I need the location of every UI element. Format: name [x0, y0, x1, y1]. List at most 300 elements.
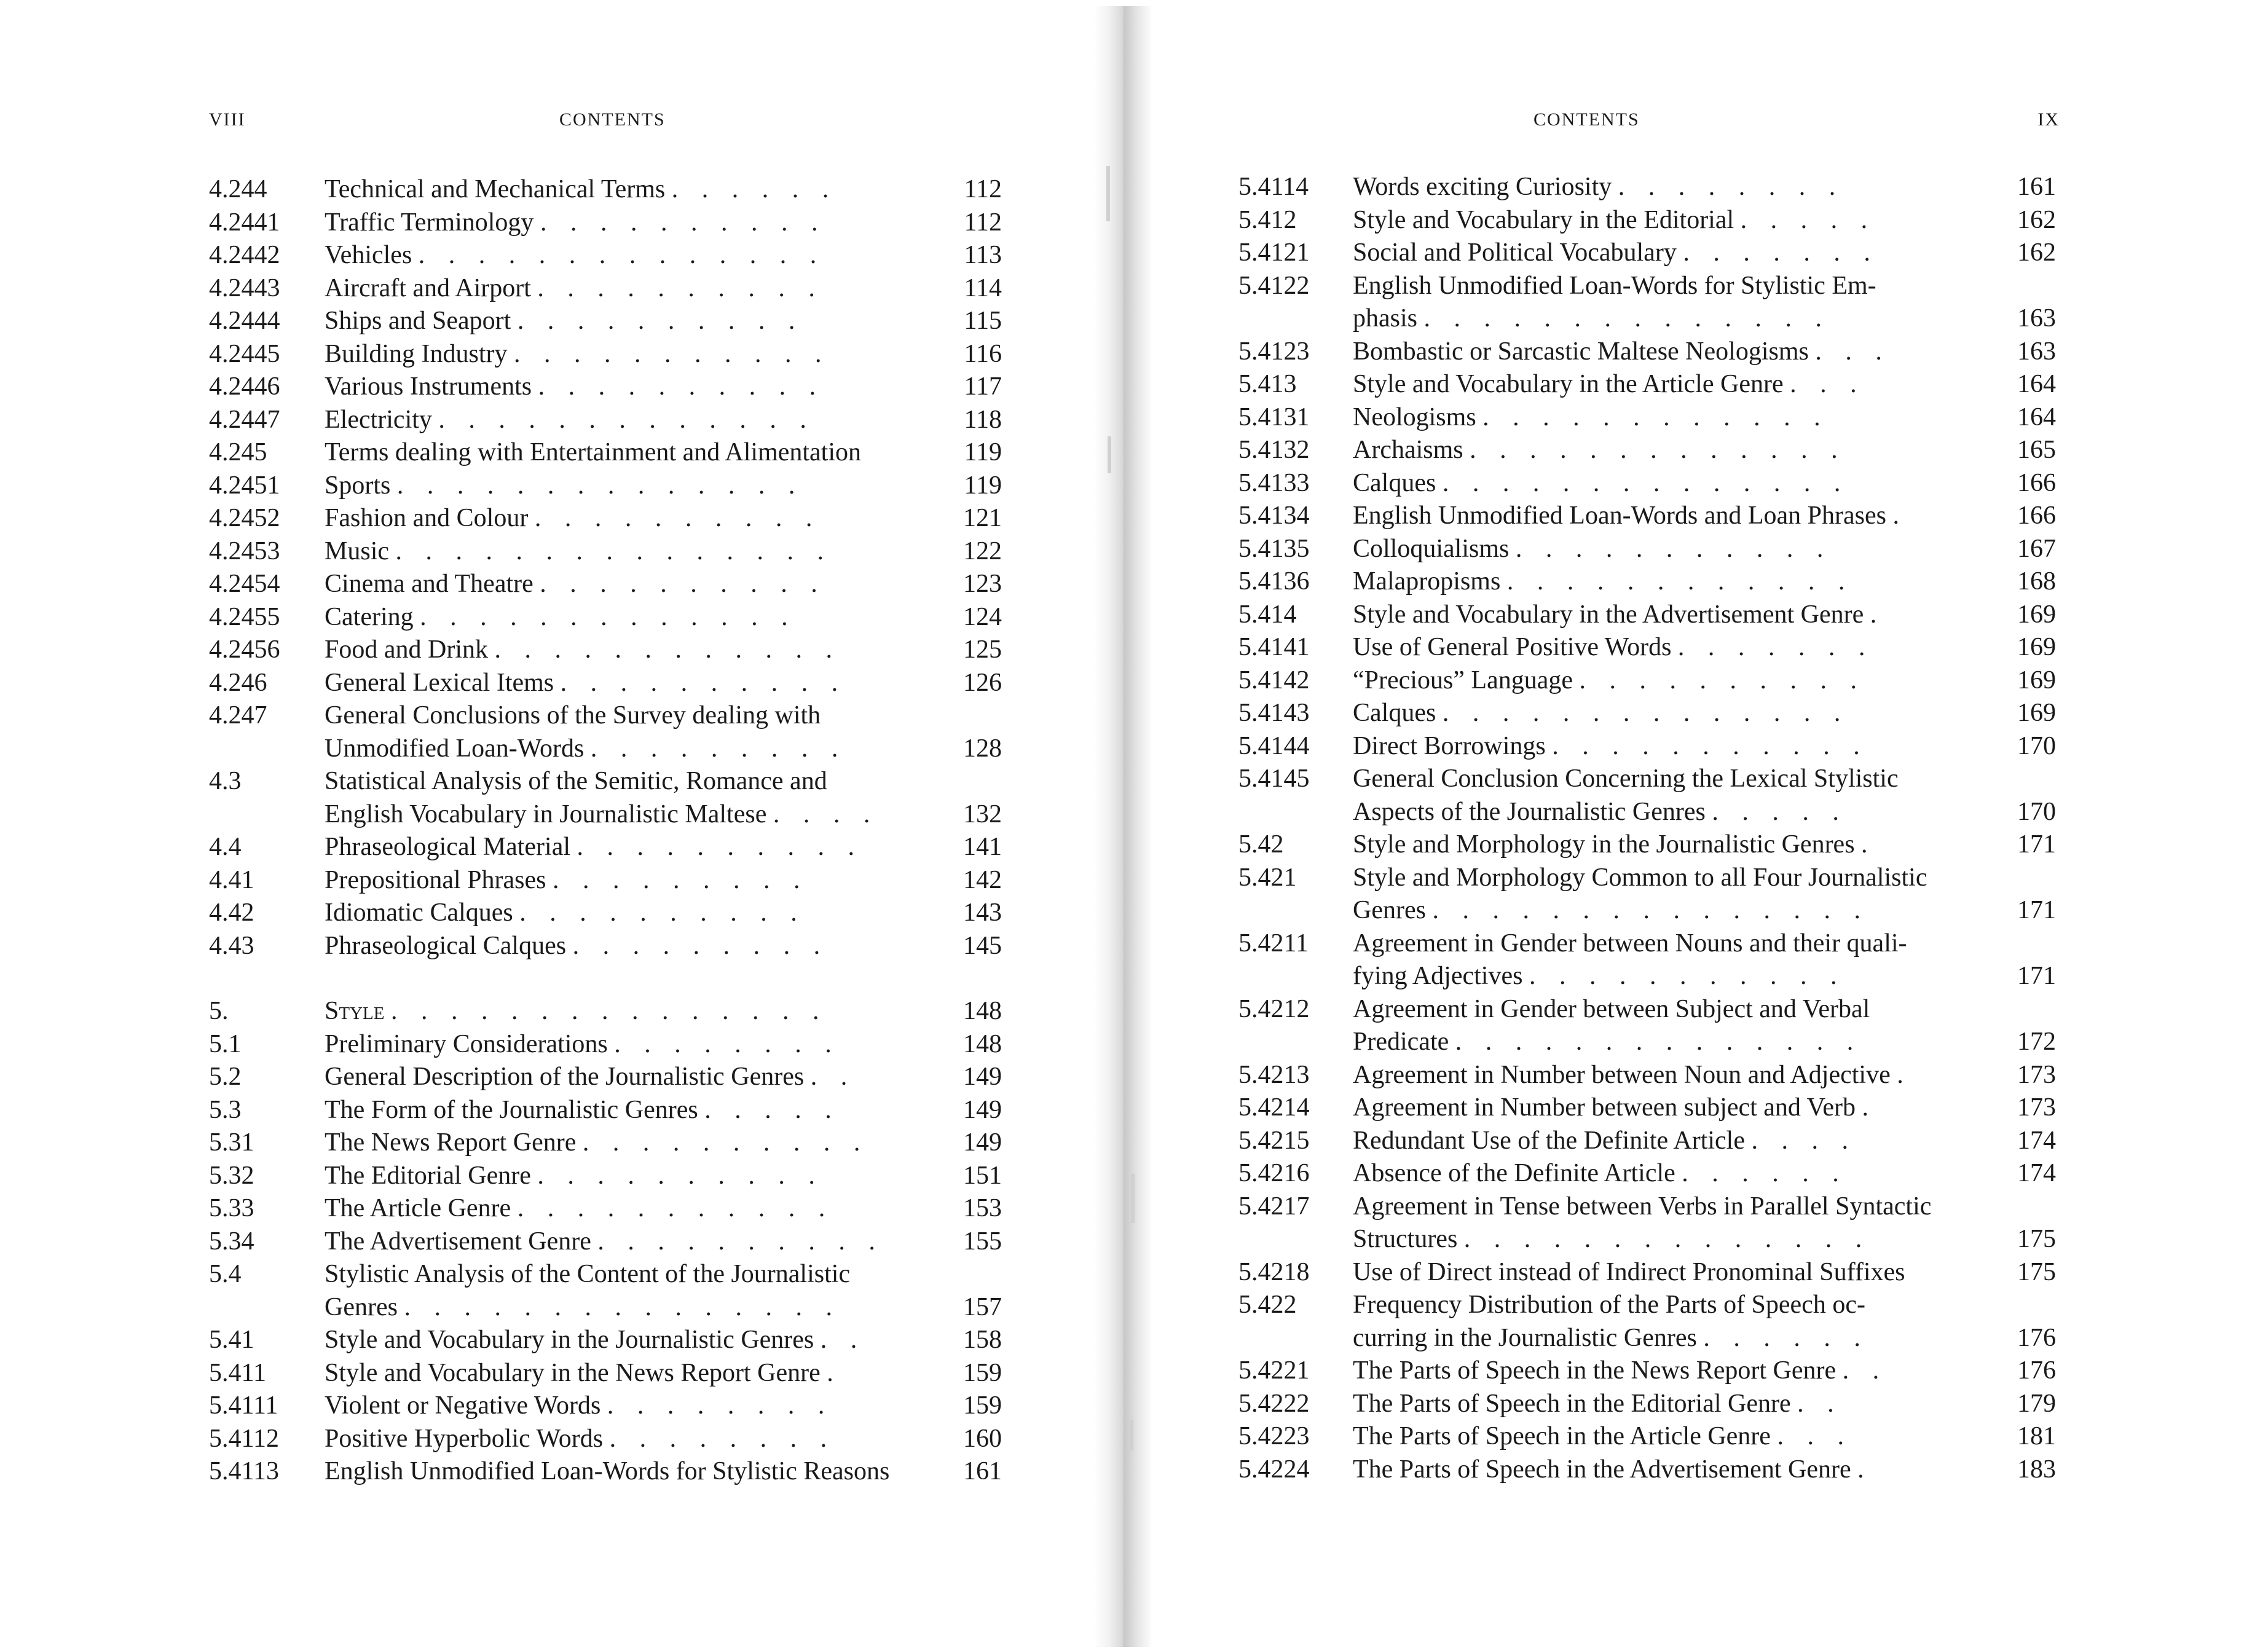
toc-entry — [1238, 270, 2056, 303]
toc-entry — [209, 1225, 1002, 1259]
section-title: Social and Political Vocabulary — [1353, 238, 1677, 267]
section-number: 5.4143 — [1238, 699, 1310, 727]
leader-dots: . . . . . . . . . . — [560, 668, 847, 697]
section-number: 5.34 — [209, 1227, 254, 1256]
page-reference: 119 — [964, 471, 1002, 500]
page-number: IX — [2037, 109, 2060, 130]
section-number: 5.4213 — [1238, 1060, 1310, 1089]
section-title: Structures — [1353, 1225, 1458, 1253]
leader-dots: . . . — [1777, 1422, 1852, 1450]
section-title: Building Industry — [325, 339, 508, 368]
toc-entry — [1238, 664, 2056, 698]
page-reference: 163 — [2017, 304, 2056, 332]
section-number: 4.2444 — [209, 307, 280, 335]
section-title-line — [1353, 533, 2013, 566]
page-reference: 128 — [963, 734, 1002, 763]
page-reference: 112 — [964, 208, 1002, 237]
section-number: 5.4 — [209, 1260, 242, 1288]
leader-dots: . . . . . . . . . . . — [1552, 731, 1868, 760]
contents-list-left — [209, 173, 1002, 1489]
section-title: Prepositional Phrases — [325, 865, 546, 894]
section-title-line — [325, 305, 959, 338]
leader-dots: . . . . . . . . — [614, 1029, 840, 1058]
section-title-line — [325, 535, 959, 568]
toc-entry — [209, 601, 1002, 634]
section-number: 4.245 — [209, 438, 267, 466]
section-title-line — [325, 1061, 959, 1094]
page-reference: 171 — [2017, 896, 2056, 924]
section-title-line — [1353, 1420, 2013, 1453]
leader-dots: . . . . . . . . . . . — [514, 339, 830, 368]
leader-dots: . — [1857, 1455, 1873, 1484]
page-reference: 169 — [2017, 666, 2056, 694]
leader-dots: . . . . . . . . . . — [519, 899, 806, 927]
section-title-line — [1353, 336, 2013, 369]
page-reference: 170 — [2017, 797, 2056, 826]
section-title-line — [325, 1094, 959, 1127]
leader-dots: . . . — [1790, 370, 1865, 398]
section-title: Archaisms — [1353, 436, 1463, 464]
section-number: 5.4224 — [1238, 1455, 1310, 1484]
section-number: 5.4221 — [1238, 1356, 1310, 1385]
section-title-line — [1353, 730, 2013, 763]
page-reference: 176 — [2017, 1356, 2056, 1385]
page-reference: 176 — [2017, 1323, 2056, 1352]
section-title-line — [325, 1390, 959, 1423]
section-title-line — [1353, 1453, 2013, 1487]
toc-entry — [209, 404, 1002, 437]
section-title-line — [1353, 993, 2013, 1026]
section-title: Calques — [1353, 699, 1436, 727]
page-reference: 174 — [2017, 1126, 2056, 1155]
section-number: 5.4211 — [1238, 929, 1309, 958]
section-title: Calques — [1353, 468, 1436, 497]
toc-entry — [1238, 1355, 2056, 1388]
left-page — [0, 0, 1100, 1652]
section-number: 5.4223 — [1238, 1422, 1310, 1450]
section-title-line — [325, 864, 959, 897]
section-title: Phraseological Calques — [325, 931, 567, 960]
page-reference: 159 — [963, 1391, 1002, 1420]
section-title: Frequency Distribution of the Parts of Speech oc- — [1353, 1291, 1865, 1319]
section-title-line — [325, 1160, 959, 1193]
section-title-line — [1353, 1355, 2013, 1388]
leader-dots: . . . . . . . . . . . . . . — [418, 241, 825, 269]
toc-entry — [1238, 1059, 2056, 1092]
toc-entry — [1238, 434, 2056, 467]
section-number: 5.3 — [209, 1095, 242, 1124]
section-title-line — [325, 470, 959, 503]
section-number: 5.4145 — [1238, 765, 1310, 793]
page-reference: 115 — [964, 307, 1002, 335]
toc-entry — [1238, 565, 2056, 599]
leader-dots: . . . . . — [704, 1095, 840, 1124]
leader-dots: . . . . . . . . . . . . . — [438, 405, 815, 434]
section-number: 5.4113 — [209, 1457, 279, 1485]
section-title: Style — [325, 997, 385, 1025]
section-title-line — [325, 502, 959, 535]
page-reference: 172 — [2017, 1028, 2056, 1056]
toc-entry — [209, 1291, 1002, 1324]
section-title-line — [325, 897, 959, 930]
section-title: English Unmodified Loan-Words for Stylistic Reasons — [325, 1457, 890, 1485]
section-title: English Unmodified Loan-Words and Loan Phrases — [1353, 502, 1886, 530]
section-number: 5.4215 — [1238, 1126, 1310, 1155]
section-title-line — [325, 1357, 959, 1390]
toc-entry — [209, 831, 1002, 864]
page-reference: 143 — [963, 899, 1002, 927]
section-title: General Lexical Items — [325, 668, 554, 697]
section-number: 4.2445 — [209, 339, 280, 368]
section-number: 5.4212 — [1238, 994, 1310, 1023]
toc-entry — [1238, 730, 2056, 763]
section-title-line — [1353, 828, 2013, 862]
section-number: 5.412 — [1238, 205, 1297, 234]
section-title: Style and Vocabulary in the Editorial — [1353, 205, 1734, 234]
left-page-header — [209, 109, 934, 140]
leader-dots: . . . . . . . . . . — [1579, 666, 1866, 694]
leader-dots: . . . . . . . . . . — [540, 208, 827, 237]
page-reference: 174 — [2017, 1159, 2056, 1187]
section-title-line — [325, 634, 959, 667]
section-title: Music — [325, 537, 389, 565]
leader-dots: . . — [1797, 1389, 1843, 1418]
section-number: 5. — [209, 997, 229, 1025]
leader-dots: . . . . — [1751, 1126, 1857, 1155]
page-reference: 169 — [2017, 600, 2056, 629]
section-title: Redundant Use of the Definite Article — [1353, 1126, 1745, 1155]
section-title: Predicate — [1353, 1028, 1449, 1056]
toc-entry — [209, 371, 1002, 404]
page-reference: 163 — [2017, 337, 2056, 366]
leader-dots: . . . . . . . . . . . . . . . — [404, 1292, 841, 1321]
section-title-line — [1353, 401, 2013, 435]
page-reference: 141 — [963, 833, 1002, 861]
section-title: curring in the Journalistic Genres — [1353, 1323, 1697, 1352]
toc-entry — [1238, 862, 2056, 895]
section-number: 4.43 — [209, 931, 254, 960]
section-title: Style and Vocabulary in the Advertisement Genre — [1353, 600, 1864, 629]
section-title: Agreement in Gender between Nouns and their quali- — [1353, 929, 1907, 958]
section-title-line — [1353, 1059, 2013, 1092]
page-reference: 132 — [963, 800, 1002, 828]
leader-dots: . . . . . . . . — [607, 1391, 833, 1420]
section-number: 5.4111 — [209, 1391, 278, 1420]
section-number: 5.4218 — [1238, 1257, 1310, 1286]
section-title: English Unmodified Loan-Words for Stylistic Em- — [1353, 271, 1876, 300]
leader-dots: . . . . . . . — [1683, 238, 1879, 267]
section-number: 5.42 — [1238, 830, 1284, 859]
leader-dots: . — [1861, 830, 1876, 859]
toc-entry — [1238, 1453, 2056, 1487]
section-number: 4.2447 — [209, 405, 280, 434]
section-number: 5.4222 — [1238, 1389, 1310, 1418]
section-number: 5.31 — [209, 1128, 254, 1157]
section-title: Malapropisms — [1353, 567, 1501, 596]
section-number: 5.4142 — [1238, 666, 1310, 694]
page-reference: 181 — [2017, 1422, 2056, 1450]
section-number: 4.2451 — [209, 471, 280, 500]
toc-entry — [209, 1192, 1002, 1225]
section-title-line — [1353, 565, 2013, 599]
toc-entry — [209, 1258, 1002, 1291]
page-reference: 112 — [964, 175, 1002, 203]
page-reference: 171 — [2017, 962, 2056, 990]
toc-entry — [209, 1423, 1002, 1456]
toc-entry — [209, 667, 1002, 700]
toc-entry — [209, 1455, 1002, 1489]
toc-entry — [209, 1094, 1002, 1127]
section-title-line — [325, 1324, 959, 1357]
page-reference: 148 — [963, 997, 1002, 1025]
toc-entry — [209, 1160, 1002, 1193]
toc-entry — [1238, 237, 2056, 270]
section-title: The Parts of Speech in the Article Genre — [1353, 1422, 1771, 1450]
section-title: Genres — [325, 1292, 398, 1321]
page-reference: 161 — [2017, 173, 2056, 201]
section-title: Use of Direct instead of Indirect Pronominal Suffixes — [1353, 1257, 1905, 1286]
contents-list-right — [1238, 171, 2056, 1486]
section-title: Statistical Analysis of the Semitic, Romance and — [325, 767, 827, 795]
section-title: Agreement in Tense between Verbs in Parallel Syntactic — [1353, 1192, 1932, 1221]
toc-entry — [209, 338, 1002, 371]
section-title: The Editorial Genre — [325, 1161, 531, 1190]
section-title-line — [325, 239, 959, 272]
page-reference: 124 — [963, 602, 1002, 631]
toc-entry — [209, 1028, 1002, 1061]
section-title: Style and Morphology Common to all Four Journalistic — [1353, 863, 1927, 892]
section-title: The Parts of Speech in the News Report Genre — [1353, 1356, 1837, 1385]
section-number: 5.4144 — [1238, 731, 1310, 760]
toc-entry — [1238, 960, 2056, 993]
section-title-line — [1353, 500, 2013, 533]
page-reference: 113 — [964, 241, 1002, 269]
section-title-line — [1353, 960, 2013, 993]
section-title-line — [325, 436, 959, 470]
section-number: 4.246 — [209, 668, 267, 697]
toc-entry — [209, 1324, 1002, 1357]
section-title: Fashion and Colour — [325, 504, 529, 532]
toc-entry — [1238, 993, 2056, 1026]
section-number: 4.2443 — [209, 273, 280, 302]
toc-entry — [1238, 599, 2056, 632]
page-reference: 171 — [2017, 830, 2056, 859]
toc-entry — [1238, 204, 2056, 237]
section-number: 4.247 — [209, 701, 267, 730]
page-reference: 118 — [964, 405, 1002, 434]
page-reference: 183 — [2017, 1455, 2056, 1484]
section-title-line — [1353, 631, 2013, 664]
section-number: 4.2442 — [209, 241, 280, 269]
section-title-line — [1353, 237, 2013, 270]
page-reference: 125 — [963, 635, 1002, 664]
section-title: Food and Drink — [325, 635, 488, 664]
section-number: 5.4112 — [209, 1424, 279, 1453]
leader-dots: . . . . . . . . . . . . — [1482, 403, 1829, 431]
section-number: 5.411 — [209, 1358, 266, 1387]
section-title: Colloquialisms — [1353, 534, 1510, 563]
section-title-line — [325, 831, 959, 864]
section-title-line — [1353, 1223, 2013, 1256]
section-title: “Precious” Language — [1353, 666, 1573, 694]
page-reference: 173 — [2017, 1093, 2056, 1122]
toc-entry — [1238, 1289, 2056, 1322]
page-reference: 149 — [963, 1063, 1002, 1091]
section-title: Electricity — [325, 405, 432, 434]
section-title: Ships and Seaport — [325, 307, 511, 335]
section-title-line — [325, 699, 959, 733]
section-number: 5.4114 — [1238, 173, 1309, 201]
section-number: 5.421 — [1238, 863, 1297, 892]
section-title: Style and Vocabulary in the Article Genre — [1353, 370, 1784, 398]
section-number: 5.422 — [1238, 1291, 1297, 1319]
section-title: Phraseological Material — [325, 833, 571, 861]
section-number: 4.41 — [209, 865, 254, 894]
leader-dots: . . . . . — [1740, 205, 1876, 234]
section-number: 5.4122 — [1238, 271, 1310, 300]
section-title-line — [325, 272, 959, 305]
toc-entry — [209, 239, 1002, 272]
section-number: 5.33 — [209, 1194, 254, 1222]
page-reference: 165 — [2017, 436, 2056, 464]
leader-dots: . . . . . . . . . . — [597, 1227, 884, 1256]
toc-entry — [1238, 1256, 2056, 1289]
section-title-line — [325, 798, 959, 832]
section-title: Catering — [325, 602, 414, 631]
page-reference: 175 — [2017, 1257, 2056, 1286]
section-number: 5.2 — [209, 1063, 242, 1091]
leader-dots: . . . . . . . . — [1618, 173, 1844, 201]
section-title-line — [1353, 664, 2013, 698]
page-reference: 149 — [963, 1128, 1002, 1157]
gutter-shadow-mark — [1106, 166, 1110, 221]
section-title-line — [1353, 862, 2013, 895]
section-number: 4.3 — [209, 767, 242, 795]
page-reference: 161 — [963, 1457, 1002, 1485]
section-number: 4.2446 — [209, 372, 280, 401]
section-title-line — [1353, 763, 2013, 796]
page-reference: 157 — [963, 1292, 1002, 1321]
section-number: 4.244 — [209, 175, 267, 203]
section-number: 5.4136 — [1238, 567, 1310, 596]
leader-dots: . . . . . . . . . . — [582, 1128, 869, 1157]
section-title: Agreement in Gender between Subject and Verbal — [1353, 994, 1870, 1023]
leader-dots: . . . . . . . . . . — [577, 833, 864, 861]
section-title-line — [325, 930, 959, 963]
page-number: VIII — [209, 109, 246, 130]
section-title: Technical and Mechanical Terms — [325, 175, 666, 203]
leader-dots: . . . . . . . . . . . . . — [1470, 436, 1846, 464]
page-reference: 164 — [2017, 370, 2056, 398]
section-title: Style and Vocabulary in the Journalistic Genres — [325, 1326, 814, 1354]
section-title: The Parts of Speech in the Advertisement Genre — [1353, 1455, 1851, 1484]
section-title: General Conclusions of the Survey dealing with — [325, 701, 821, 730]
section-title: Preliminary Considerations — [325, 1029, 608, 1058]
section-title: phasis — [1353, 304, 1417, 332]
leader-dots: . . . . . . . . . . — [537, 1161, 824, 1190]
page-reference: 121 — [963, 504, 1002, 532]
leader-dots: . . . . . — [1712, 797, 1848, 826]
section-title-line — [1353, 796, 2013, 829]
toc-entry — [1238, 1223, 2056, 1256]
section-title-line — [1353, 270, 2013, 303]
page-reference: 170 — [2017, 731, 2056, 760]
toc-entry — [1238, 533, 2056, 566]
section-title: The Advertisement Genre — [325, 1227, 591, 1256]
section-title-line — [325, 733, 959, 766]
toc-entry — [209, 765, 1002, 798]
section-number: 4.2455 — [209, 602, 280, 631]
section-title-line — [1353, 1092, 2013, 1125]
section-title-line — [1353, 204, 2013, 237]
page-reference: 168 — [2017, 567, 2056, 596]
toc-entry — [209, 733, 1002, 766]
toc-entry — [209, 634, 1002, 667]
leader-dots: . . . . . . . . . . . — [1515, 534, 1832, 563]
page-reference: 166 — [2017, 468, 2056, 497]
leader-dots: . — [1862, 1093, 1877, 1122]
toc-entry — [209, 436, 1002, 470]
toc-entry — [1238, 1157, 2056, 1190]
section-title-line — [325, 338, 959, 371]
page-reference: 173 — [2017, 1060, 2056, 1089]
section-number: 5.32 — [209, 1161, 254, 1190]
page-reference: 162 — [2017, 205, 2056, 234]
toc-entry — [209, 305, 1002, 338]
leader-dots: . . . . . . . . . . . — [1529, 962, 1846, 990]
section-title-line — [1353, 1322, 2013, 1355]
section-title-line — [325, 1258, 959, 1291]
section-number: 5.4123 — [1238, 337, 1310, 366]
leader-dots: . . . . . . . . . . . . . . — [396, 471, 804, 500]
toc-entry — [1238, 697, 2056, 730]
section-number: 5.1 — [209, 1029, 242, 1058]
page-reference: 169 — [2017, 633, 2056, 661]
leader-dots: . — [1892, 502, 1908, 530]
toc-entry — [1238, 1190, 2056, 1224]
section-title: Terms dealing with Entertainment and Alimentation — [325, 438, 862, 466]
section-title: Aspects of the Journalistic Genres — [1353, 797, 1706, 826]
leader-dots: . . . . . . . . . . . . . . — [1442, 468, 1849, 497]
section-title: fying Adjectives — [1353, 962, 1523, 990]
section-title: Unmodified Loan-Words — [325, 734, 585, 763]
running-title: CONTENTS — [1533, 109, 1640, 130]
right-page-header — [1140, 109, 2060, 140]
section-number: 5.4133 — [1238, 468, 1310, 497]
section-title-line — [325, 765, 959, 798]
section-number: 4.2452 — [209, 504, 280, 532]
toc-entry — [209, 798, 1002, 832]
page-reference: 149 — [963, 1095, 1002, 1124]
toc-entry — [209, 930, 1002, 963]
leader-dots: . . . . . . . . . . — [537, 273, 824, 302]
toc-entry — [209, 699, 1002, 733]
page-reference: 164 — [2017, 403, 2056, 431]
section-title-line — [1353, 599, 2013, 632]
section-title-line — [325, 995, 959, 1028]
section-title-line — [1353, 1125, 2013, 1158]
leader-dots: . . . . . . . . . . — [534, 504, 821, 532]
toc-entry — [1238, 1388, 2056, 1421]
section-title-line — [325, 601, 959, 634]
leader-dots: . . . . . . . . . . . — [517, 1194, 834, 1222]
leader-dots: . . . . . . . . . — [552, 865, 809, 894]
page-reference: 158 — [963, 1326, 1002, 1354]
section-title: Absence of the Definite Article — [1353, 1159, 1675, 1187]
section-title-line — [1353, 302, 2013, 336]
section-title-line — [325, 1192, 959, 1225]
page-reference: 175 — [2017, 1225, 2056, 1253]
